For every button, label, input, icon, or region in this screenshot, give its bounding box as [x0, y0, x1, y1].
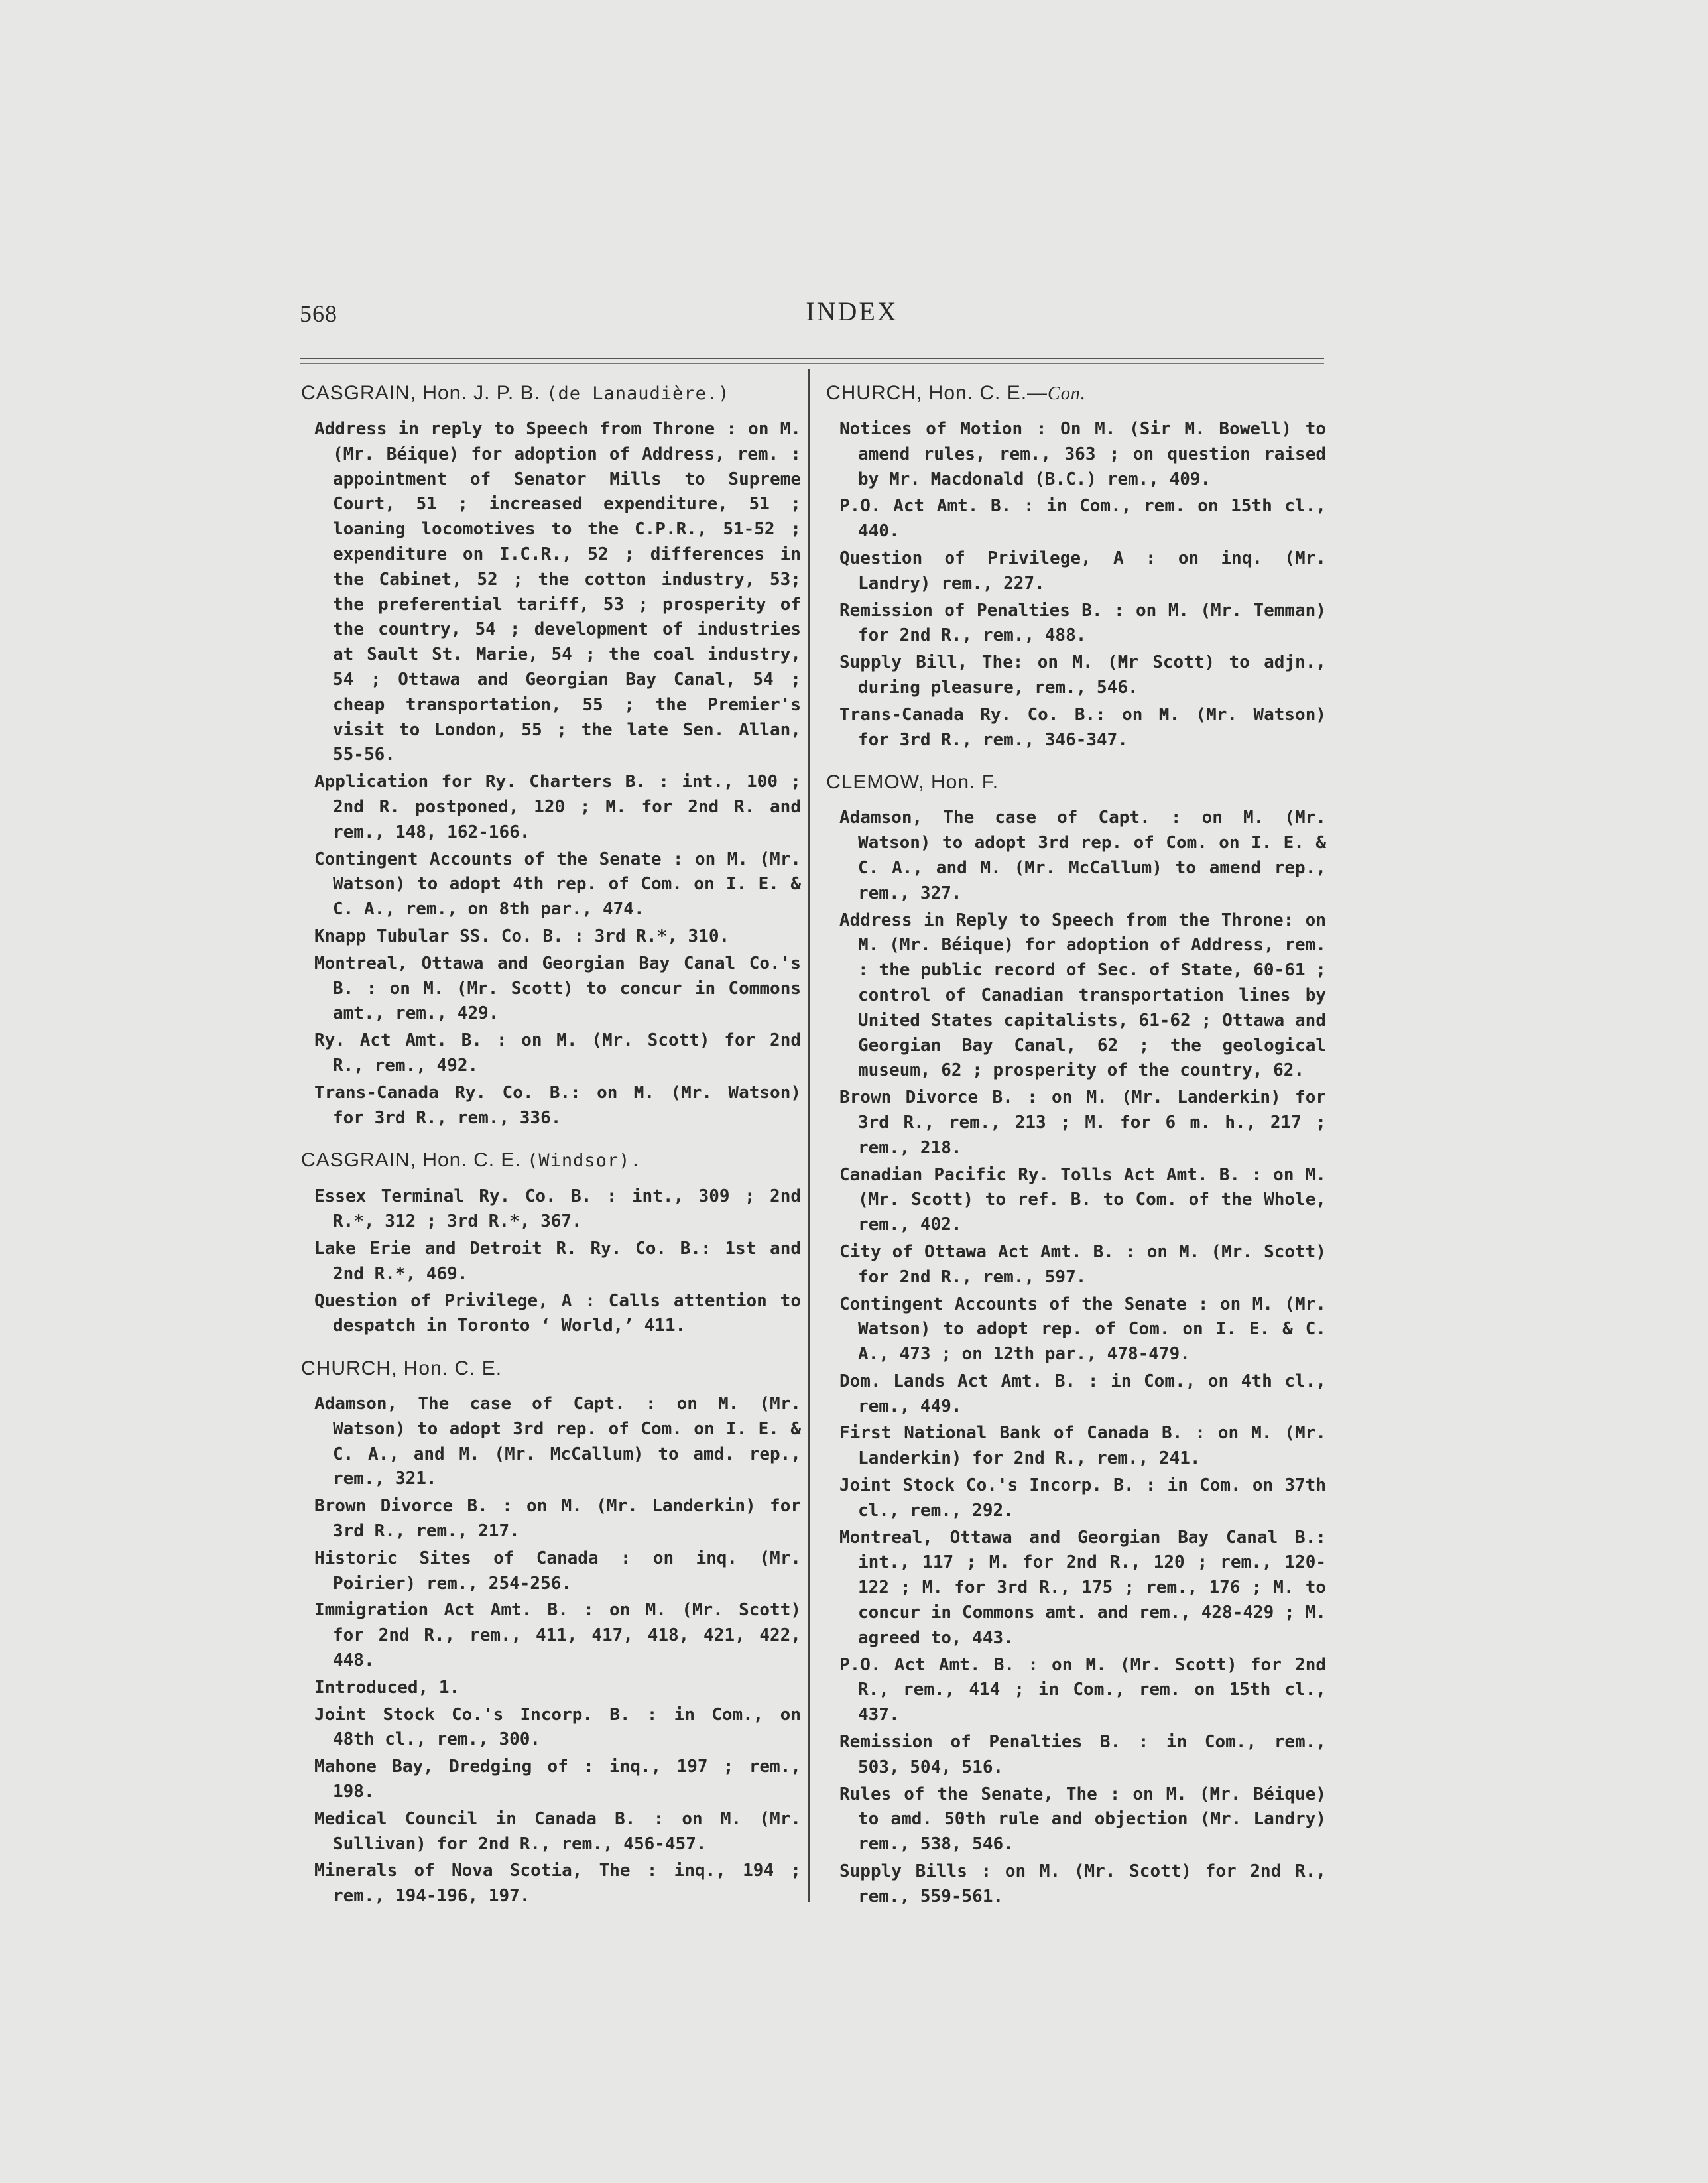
index-entry: Historic Sites of Canada : on inq. (Mr. Poirier) rem., 254-256.: [314, 1548, 801, 1593]
index-entry: Medical Council in Canada B. : on M. (Mr. Sullivan) for 2nd R., rem., 456-457.: [314, 1808, 801, 1854]
column-divider: [808, 369, 810, 1902]
heading-name: CHURCH, Hon. C. E.—: [826, 382, 1048, 404]
index-entry: Supply Bill, The: on M. (Mr Scott) to adjn., during pleasure, rem., 546.: [839, 653, 1326, 698]
index-entry: Question of Privilege, A : on inq. (Mr. Landry) rem., 227.: [839, 548, 1326, 593]
header-rule: [300, 358, 1324, 359]
index-entry: Knapp Tubular SS. Co. B. : 3rd R.*, 310.: [314, 926, 730, 946]
index-entry: P.O. Act Amt. B. : in Com., rem. on 15th cl., 440.: [839, 496, 1326, 542]
index-entry: Brown Divorce B. : on M. (Mr. Landerkin) for 3rd R., rem., 217.: [314, 1496, 801, 1542]
index-heading: [826, 381, 1326, 406]
index-entry: Immigration Act Amt. B. : on M. (Mr. Scott) for 2nd R., rem., 411, 417, 418, 421, 422, 448.: [314, 1600, 801, 1671]
left-column: [297, 371, 801, 1911]
index-entry: Notices of Motion : On M. (Sir M. Bowell) to amend rules, rem., 363 ; on question raised by Mr. Macdonald (B.C.) rem., 409.: [839, 419, 1326, 489]
index-entry: Adamson, The case of Capt. : on M. (Mr. Watson) to adopt 3rd rep. of Com. on I. E. & C. A., and M. (Mr. McCallum) to amd. rep., rem., 321.: [314, 1394, 801, 1489]
entry-list: [839, 806, 1326, 1909]
right-column: [822, 371, 1326, 1912]
page-number: 568: [300, 300, 337, 327]
index-entry: P.O. Act Amt. B. : on M. (Mr. Scott) for 2nd R., rem., 414 ; in Com., rem. on 15th cl., 437.: [839, 1654, 1326, 1725]
index-entry: Adamson, The case of Capt. : on M. (Mr. Watson) to adopt 3rd rep. of Com. on I. E. & C. A., and M. (Mr. McCallum) to amend rep., rem., 327.: [839, 808, 1326, 903]
index-entry: First National Bank of Canada B. : on M. (Mr. Landerkin) for 2nd R., rem., 241.: [839, 1423, 1326, 1469]
index-entry: Montreal, Ottawa and Georgian Bay Canal Co.'s B. : on M. (Mr. Scott) to concur in Commons amt., rem., 429.: [314, 953, 801, 1024]
index-entry: Question of Privilege, A : Calls attention to despatch in Toronto ‘ World,’ 411.: [314, 1290, 801, 1336]
heading-name: CHURCH, Hon. C. E.: [301, 1357, 503, 1380]
page-title: INDEX: [806, 296, 898, 326]
index-entry: Joint Stock Co.'s Incorp. B. : in Com. on 37th cl., rem., 292.: [839, 1475, 1326, 1521]
index-heading: [826, 770, 1326, 795]
index-entry: Remission of Penalties B. : on M. (Mr. Temman) for 2nd R., rem., 488.: [839, 600, 1326, 646]
heading-name: CASGRAIN, Hon. C. E.: [301, 1149, 521, 1172]
index-entry: Contingent Accounts of the Senate : on M. (Mr. Watson) to adopt 4th rep. of Com. on I. E. & C. A., rem., on 8th par., 474.: [314, 849, 801, 920]
index-entry: Dom. Lands Act Amt. B. : in Com., on 4th cl., rem., 449.: [839, 1371, 1326, 1416]
index-entry: Minerals of Nova Scotia, The : inq., 194 ; rem., 194-196, 197.: [314, 1861, 801, 1906]
index-heading: [301, 381, 801, 406]
index-entry: Introduced, 1.: [314, 1677, 460, 1698]
heading-continued: Con.: [1048, 383, 1086, 404]
index-entry: Trans-Canada Ry. Co. B.: on M. (Mr. Watson) for 3rd R., rem., 346-347.: [839, 704, 1326, 750]
index-entry: Application for Ry. Charters B. : int., 100 ; 2nd R. postponed, 120 ; M. for 2nd R. and rem., 148, 162-166.: [314, 772, 801, 842]
index-entry: Joint Stock Co.'s Incorp. B. : in Com., on 48th cl., rem., 300.: [314, 1704, 801, 1750]
index-entry: Supply Bills : on M. (Mr. Scott) for 2nd R., rem., 559-561.: [839, 1861, 1326, 1906]
entry-list: [839, 417, 1326, 753]
heading-name: CASGRAIN, Hon. J. P. B.: [301, 382, 540, 404]
index-entry: City of Ottawa Act Amt. B. : on M. (Mr. Scott) for 2nd R., rem., 597.: [839, 1241, 1326, 1287]
index-entry: Ry. Act Amt. B. : on M. (Mr. Scott) for 2nd R., rem., 492.: [314, 1030, 801, 1076]
index-heading: [301, 1148, 801, 1174]
entry-list: [314, 1184, 801, 1339]
index-entry: Trans-Canada Ry. Co. B.: on M. (Mr. Watson) for 3rd R., rem., 336.: [314, 1082, 801, 1128]
index-entry: Contingent Accounts of the Senate : on M. (Mr. Watson) to adopt rep. of Com. on I. E. & C. A., 473 ; on 12th par., 478-479.: [839, 1294, 1326, 1365]
index-entry: Montreal, Ottawa and Georgian Bay Canal B.: int., 117 ; M. for 2nd R., 120 ; rem., 120-122 ; M. for 3rd R., 175 ; rem., 176 ; M. to concur in Commons amt. and rem., 428-429 ; M. agreed to, 443.: [839, 1527, 1326, 1648]
index-entry: Rules of the Senate, The : on M. (Mr. Béique) to amd. 50th rule and objection (Mr. Landry) rem., 538, 546.: [839, 1784, 1326, 1855]
heading-name: CLEMOW, Hon. F.: [826, 771, 999, 794]
index-entry: Canadian Pacific Ry. Tolls Act Amt. B. : on M. (Mr. Scott) to ref. B. to Com. of the Whole, rem., 402.: [839, 1164, 1326, 1235]
header-rule-thin: [300, 363, 1324, 364]
index-entry: Remission of Penalties B. : in Com., rem., 503, 504, 516.: [839, 1732, 1326, 1777]
heading-constituency: (Windsor).: [527, 1151, 642, 1172]
index-entry: Lake Erie and Detroit R. Ry. Co. B.: 1st and 2nd R.*, 469.: [314, 1238, 801, 1284]
index-entry: Address in Reply to Speech from the Throne: on M. (Mr. Béique) for adoption of Address, rem. : the public record of Sec. of State, 60-61 ; control of Canadian transportation lines by United States capitalists, 61-62 ; Ottawa and Georgian Bay Canal, 62 ; the geological museum, 62 ; prosperity of the country, 62.: [839, 910, 1326, 1081]
entry-list: [314, 1392, 801, 1909]
index-entry: Address in reply to Speech from Throne : on M. (Mr. Béique) for adoption of Address, rem. : appointment of Senator Mills to Supreme Court, 51 ; increased expenditure, 51 ; loaning locomotives to the C.P.R., 51-52 ; expenditure on I.C.R., 52 ; differences in the Cabinet, 52 ; the cotton industry, 53; the preferential tariff, 53 ; prosperity of the country, 54 ; development of industries at Sault St. Marie, 54 ; the coal industry, 54 ; Ottawa and Georgian Bay Canal, 54 ; cheap transportation, 55 ; the Premier's visit to London, 55 ; the late Sen. Allan, 55-56.: [314, 419, 801, 765]
entry-list: [314, 417, 801, 1131]
index-heading: [301, 1356, 801, 1381]
index-entry: Brown Divorce B. : on M. (Mr. Landerkin) for 3rd R., rem., 213 ; M. for 6 m. h., 217 ; rem., 218.: [839, 1088, 1326, 1158]
index-entry: Essex Terminal Ry. Co. B. : int., 309 ; 2nd R.*, 312 ; 3rd R.*, 367.: [314, 1186, 801, 1232]
heading-constituency: (de Lanaudière.): [546, 383, 730, 404]
index-entry: Mahone Bay, Dredging of : inq., 197 ; rem., 198.: [314, 1757, 801, 1802]
